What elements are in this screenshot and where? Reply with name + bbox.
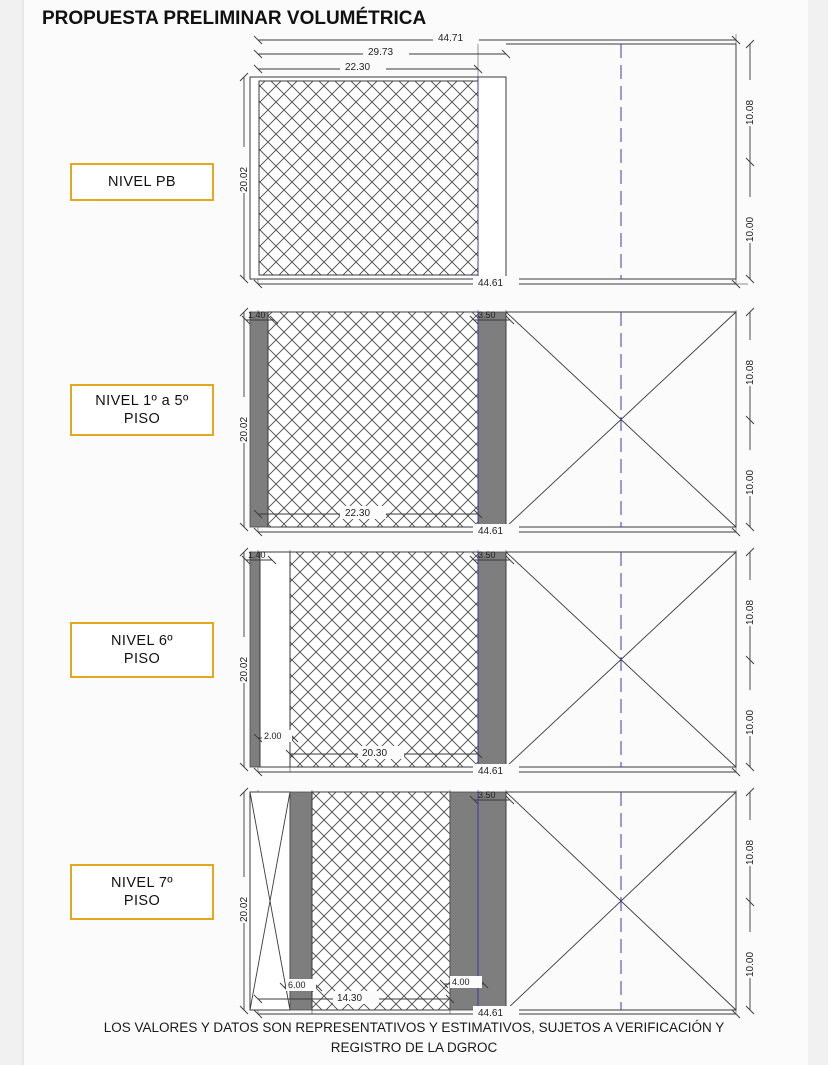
dim-7-right-upper: 10.08: [745, 839, 756, 865]
dim-pb-right-upper: 10.08: [745, 99, 756, 125]
level-label-7-line2: PISO: [123, 893, 161, 909]
dim-6-right-upper: 10.08: [745, 599, 756, 625]
level-label-pb-text: NIVEL PB: [108, 173, 176, 190]
dim-6-right-wall: 3.50: [478, 550, 496, 560]
dim-1a5-right-lower: 10.00: [745, 469, 756, 495]
footer-note: [22, 1018, 806, 1057]
dim-pb-top-mid: 29.73: [368, 47, 394, 58]
level-label-6: [70, 622, 214, 678]
dim-1a5-right-wall: 3.50: [478, 310, 496, 320]
dim-1a5-right-upper: 10.08: [745, 359, 756, 385]
dim-1a5-left-height: 20.02: [239, 416, 250, 442]
dim-7-left-height: 20.02: [239, 896, 250, 922]
dim-7-bottom-outer: 44.61: [478, 1008, 504, 1019]
dim-7-inner-right: 4.00: [452, 977, 470, 987]
dim-6-right-lower: 10.00: [745, 709, 756, 735]
dim-1a5-bottom-outer: 44.61: [478, 526, 504, 537]
footer-line-1: LOS VALORES Y DATOS SON REPRESENTATIVOS Y ESTIMATIVOS, SUJETOS A VERIFICACIÓN Y: [103, 1020, 725, 1035]
drawing-level-1a5: [228, 292, 768, 537]
page-title: PROPUESTA PRELIMINAR VOLUMÉTRICA: [42, 8, 427, 29]
dim-6-inner-left: 2.00: [264, 731, 282, 741]
drawing-level-pb: [228, 22, 768, 292]
dim-7-inner-left: 6.00: [288, 980, 306, 990]
level-label-1a5-line2: PISO: [123, 411, 161, 427]
level-label-7-line1: NIVEL 7º: [111, 874, 173, 891]
dim-7-right-wall: 3.50: [478, 790, 496, 800]
drawing-level-6: [228, 532, 768, 777]
dim-6-left-height: 20.02: [239, 656, 250, 682]
level-label-6-line1: NIVEL 6º: [111, 632, 173, 649]
dim-1a5-bottom-width: 22.30: [345, 508, 371, 519]
dim-pb-bottom-inner: 44.61: [478, 278, 504, 289]
dim-pb-left-height: 20.02: [239, 166, 250, 192]
level-label-7: [70, 864, 214, 920]
level-label-1a5-line1: NIVEL 1º a 5º: [95, 392, 189, 409]
dim-7-right-lower: 10.00: [745, 951, 756, 977]
level-label-6-line2: PISO: [123, 651, 161, 667]
dim-6-bottom-outer: 44.61: [478, 766, 504, 777]
dim-pb-top-inner: 22.30: [345, 62, 371, 73]
dim-pb-right-lower: 10.00: [745, 216, 756, 242]
dim-6-left-wall: 1.40: [248, 550, 266, 560]
dim-6-bottom-width: 20.30: [362, 748, 388, 759]
dim-pb-top-outer: 44.71: [438, 33, 464, 44]
level-label-1a5: [70, 384, 214, 436]
dim-7-bottom-width: 14.30: [337, 993, 363, 1004]
footer-line-2: REGISTRO DE LA DGROC: [330, 1039, 498, 1055]
level-label-pb: [70, 163, 214, 201]
drawing-level-7: [228, 772, 768, 1022]
dim-1a5-left-wall: 1.40: [248, 310, 266, 320]
